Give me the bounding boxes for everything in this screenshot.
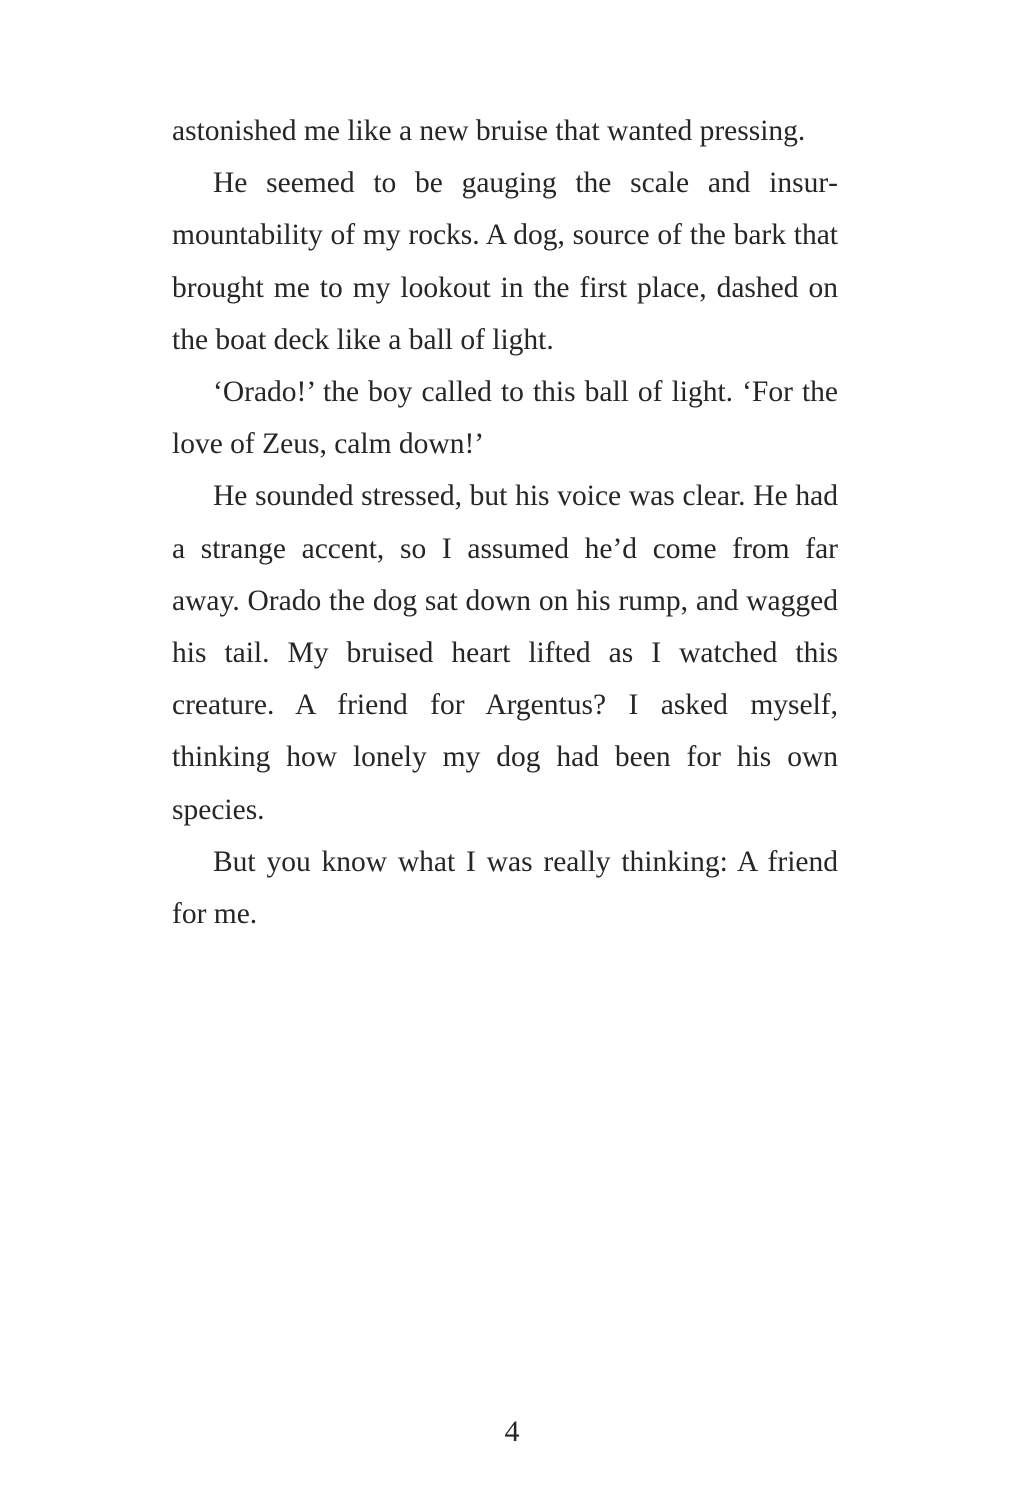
paragraph: He seemed to be gauging the scale and insurmountability of my rocks. A dog, source of the bark that brought me to my lookout in the first place, dashed on the boat deck like a ball of light. [172, 167, 838, 356]
body-text [172, 105, 838, 940]
paragraph-continued: astonished me like a new bruise that wanted pressing. [172, 115, 806, 147]
paragraph: ‘Orado!’ the boy called to this ball of light. ‘For the love of Zeus, calm down!’ [172, 376, 838, 461]
paragraph: He sounded stressed, but his voice was clear. He had a strange accent, so I assumed he’d come from far away. Orado the dog sat down on his rump, and wagged his tail. My bruised heart lifted as I watched this creature. A friend for Argentus? I asked myself, thinking how lonely my dog had been for his own species. [172, 480, 838, 826]
page-number: 4 [504, 1415, 520, 1448]
paragraph: But you know what I was really thinking: A friend for me. [172, 845, 838, 931]
